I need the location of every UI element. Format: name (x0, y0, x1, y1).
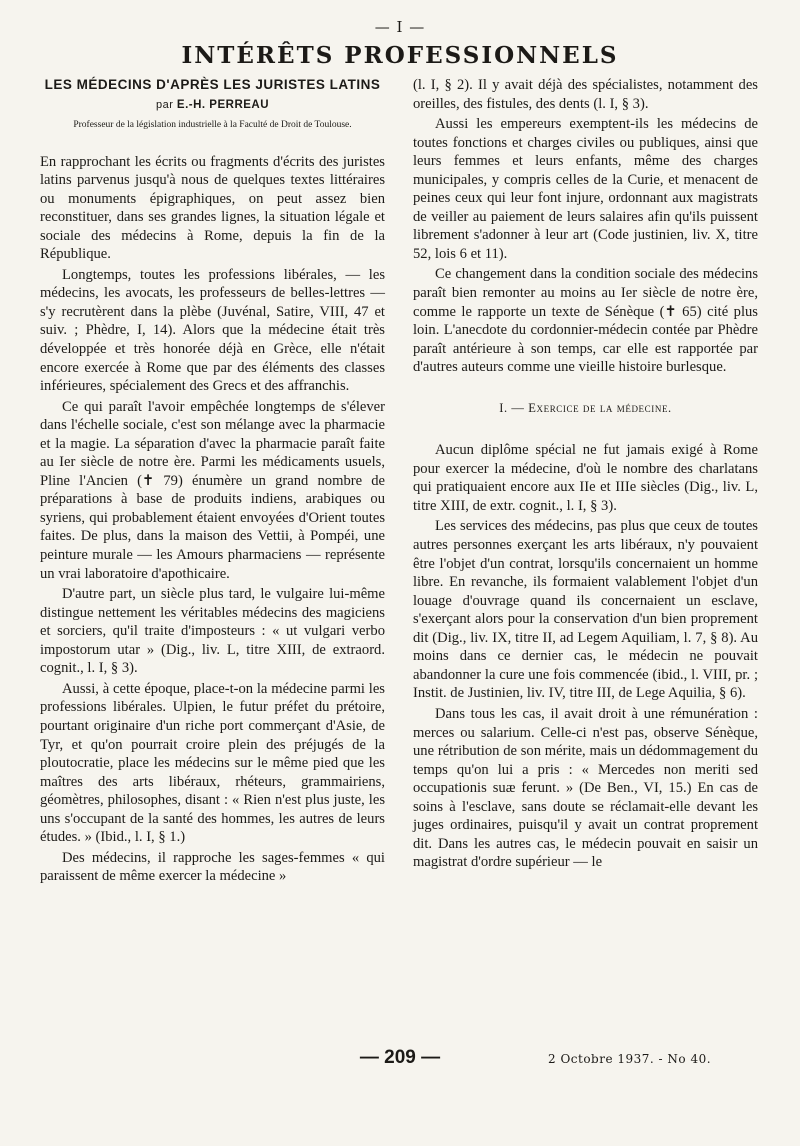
issue-date: 2 Octobre 1937. - No 40. (548, 1052, 712, 1066)
page-number: — 209 — (359, 1047, 441, 1068)
paragraph: Longtemps, toutes les professions libérales, — les médecins, les avocats, les professeurs de belles-lettres — s'y recrutèrent dans la plèbe (Juvénal, Satire, VIII, 47 et suiv. ; Phèdre, I, 14). Alors que la médecine était très développée et très honorée déjà en Grèce, elle n'était encore exercée à Rome que par des éléments des classes inférieures, spécialement des Grecs et des affranchis. (40, 266, 385, 395)
paragraph: Aucun diplôme spécial ne fut jamais exigé à Rome pour exercer la médecine, d'où le nombre des charlatans qui pratiquaient encore aux IIe et IIIe siècles (Dig., liv. L, titre XIII, de extr. cognit., l. I, § 3). (413, 442, 758, 514)
right-column (413, 76, 758, 874)
paragraph: Dans tous les cas, il avait droit à une rémunération : merces ou salarium. Celle-ci n'est pas, observe Sénèque, une rétribution de son mérite, mais un dédommagement du temps qu'on lui a pris : « Mercedes non meriti sed occupationis suæ ferunt. » (De Ben., VI, 15.) En cas de soins à l'esclave, sans doute se réclamait-elle devant les juges ordinaires, puisqu'il y avait un contrat proprement dit. Dans les autres cas, le médecin pouvait en saisir un magistrat d'ordre supérieur — le (413, 705, 758, 871)
author-name: E.-H. PERREAU (176, 99, 270, 111)
section-rubric: INTÉRÊTS PROFESSIONNELS (181, 42, 619, 69)
paragraph: Des médecins, il rapproche les sages-femmes « qui paraissent de même exercer la médecine » (40, 849, 385, 885)
byline (40, 96, 385, 115)
section-heading: I. — Exercice de la médecine. (499, 400, 672, 415)
paragraph: Ce qui paraît l'avoir empêchée longtemps de s'élever dans l'échelle sociale, c'est son mélange avec la pharmacie et la magie. La séparation d'avec la pharmacie paraît faite au Ier siècle de notre ère. Parmi les médicaments usuels, Pline l'Ancien (✝ 79) énumère un grand nombre de préparations à base de produits indiens, arabiques ou syriens, qui probablement étaient envoyées d'Orient toutes faites. De plus, dans la maison des Vettii, à Pompéi, une peinture murale — les Amours pharmaciens — représente un vrai laboratoire d'apothicaire. (40, 398, 385, 582)
paragraph: En rapprochant les écrits ou fragments d'écrits des juristes latins parvenus jusqu'à nous de quelques textes littéraires ou monuments épigraphiques, on peut assez bien reconstituer, dans ses grandes lignes, la situation légale et sociale des médecins à Rome, depuis la fin de la République. (40, 153, 385, 263)
paragraph: Aussi, à cette époque, place-t-on la médecine parmi les professions libérales. Ulpien, le futur préfet du prétoire, pourtant originaire d'un riche port commerçant d'Asie, de Tyr, et qu'on pourrait croire plein des préjugés de la ploutocratie, place les médecins sur le même pied que les maîtres des arts libéraux, rhéteurs, grammairiens, géomètres, philosophes, disant : « Rien n'est plus juste, les uns s'occupant de la santé des hommes, les autres de leurs études. » (Ibid., l. I, § 1.) (40, 680, 385, 846)
author-affiliation: Professeur de la législation industrielle à la Faculté de Droit de Toulouse. (73, 119, 352, 130)
article-title: LES MÉDECINS D'APRÈS LES JURISTES LATINS (44, 77, 381, 92)
paragraph: D'autre part, un siècle plus tard, le vulgaire lui-même distingue nettement les véritables médecins des magiciens et sorciers, qu'il traite d'imposteurs : « ut vulgari verbo impostorum utar » (Dig., liv. L, titre XIII, de extraord. cognit., l. I, § 3). (40, 586, 385, 677)
paragraph: (l. I, § 2). Il y avait déjà des spécialistes, notamment des oreilles, des fistules, des dents (l. I, § 3). (413, 77, 758, 112)
page-folio: — I — (374, 18, 426, 36)
left-column (40, 76, 385, 888)
paragraph: Ce changement dans la condition sociale des médecins paraît bien remonter au moins au Ier siècle de notre ère, comme le rapporte un texte de Sénèque (✝ 65) cité plus loin. L'anecdote du cordonnier-médecin contée par Phèdre paraît antérieure à son temps, car elle est rapportée par d'autres auteurs comme une vieille histoire burlesque. (413, 266, 758, 376)
byline-prefix: par (155, 99, 174, 111)
paragraph: Les services des médecins, pas plus que ceux de toutes autres personnes exerçant les arts libéraux, n'y pouvaient être l'objet d'un contrat, lorsqu'ils concernaient un homme libre. En revanche, ils formaient valablement l'objet d'un louage d'ouvrage quand ils concernaient un esclave, s'exerçant alors pour la conservation d'un bien proprement dit (Dig., liv. IX, titre II, ad Legem Aquiliam, l. 7, § 8). Au moins dans ce dernier cas, le médecin ne pouvait abandonner la cure une fois commencée (ibid., l. VIII, pr. ; Instit. de Justinien, liv. IV, titre III, de Lege Aquilia, § 6). (413, 518, 758, 702)
paragraph: Aussi les empereurs exemptent-ils les médecins de toutes fonctions et charges civiles ou publiques, ainsi que leurs femmes et leurs enfants, même des charges municipales, y compris celles de la Curie, et menacent de peines ceux qui leur font injure, ordonnant aux magistrats de veiller au paiement de leurs salaires afin qu'ils puissent librement s'adonner à leur art (Code justinien, liv. X, titre 52, lois 6 et 11). (413, 116, 758, 262)
